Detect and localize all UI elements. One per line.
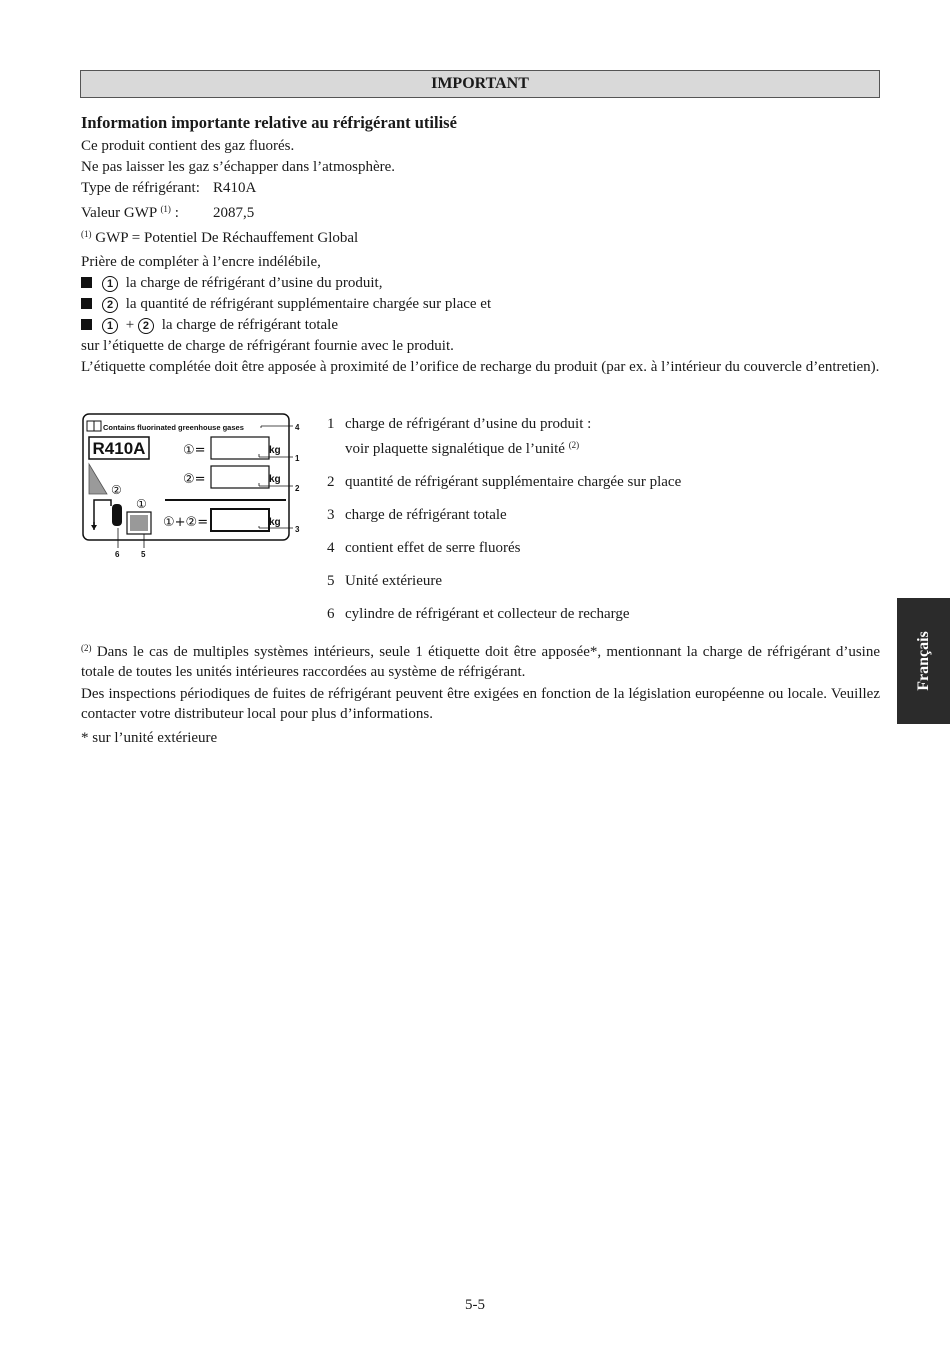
language-tab-label: Français xyxy=(914,631,932,691)
circled-number: 1 xyxy=(102,318,118,334)
callout-6: 6 xyxy=(115,550,120,559)
legend-number: 1 xyxy=(327,416,335,432)
page-number: 5-5 xyxy=(465,1297,485,1313)
row2-field xyxy=(211,466,269,488)
important-banner: IMPORTANT xyxy=(80,70,880,98)
inspection-note: Des inspections périodiques de fuites de réfrigérant peuvent être exigées en fonction de la législation européenne ou locale. Veuillez contacter votre distributeur local pour plus d’informations. xyxy=(81,686,880,722)
legend-subtext-row xyxy=(345,435,747,460)
refrigerant-type-row xyxy=(81,178,880,199)
legend-number: 3 xyxy=(327,507,335,523)
bullet-text: la quantité de réfrigérant supplémentaire chargée sur place et xyxy=(125,296,492,312)
legend-number: 2 xyxy=(327,474,335,490)
label-header: Contains fluorinated greenhouse gases xyxy=(103,423,244,432)
gwp-definition xyxy=(81,224,880,249)
legend-item xyxy=(327,414,747,460)
gwp-row xyxy=(81,199,880,224)
legend-number: 4 xyxy=(327,540,335,556)
legend-text: quantité de réfrigérant supplémentaire chargée sur place xyxy=(345,474,682,490)
square-bullet-icon xyxy=(81,277,92,288)
gwp-value: 2087,5 xyxy=(213,205,255,221)
footnote-2-ref: (2) xyxy=(81,643,92,653)
callout-3: 3 xyxy=(295,525,300,534)
callout-5: 5 xyxy=(141,550,146,559)
circled-number: 2 xyxy=(138,318,154,334)
legend-text: Unité extérieure xyxy=(345,573,443,589)
refrigerant-label-figure xyxy=(81,410,306,565)
bullet-text: la charge de réfrigérant totale xyxy=(161,317,339,333)
callout-4: 4 xyxy=(295,423,300,432)
book-icon xyxy=(87,421,101,431)
square-bullet-icon xyxy=(81,319,92,330)
bullet-item xyxy=(81,294,880,315)
cylinder-number: ② xyxy=(111,483,122,497)
legend-number: 6 xyxy=(327,606,335,622)
language-tab xyxy=(897,598,950,724)
callout-2: 2 xyxy=(295,484,300,493)
row1-field xyxy=(211,437,269,459)
legend-footnote-ref: (2) xyxy=(568,440,580,450)
legend-item xyxy=(327,604,747,625)
request-line: Prière de compléter à l’encre indélébile, xyxy=(81,254,321,270)
gwp-label-group xyxy=(81,199,213,224)
legend-number: 5 xyxy=(327,573,335,589)
refrigerant-name: R410A xyxy=(92,439,146,458)
asterisk-note: * sur l’unité extérieure xyxy=(81,730,218,746)
gwp-label: Valeur GWP xyxy=(81,205,157,221)
legend-item xyxy=(327,505,747,526)
footnotes xyxy=(81,638,880,749)
row1-symbol: ①= xyxy=(183,443,206,458)
square-bullet-icon xyxy=(81,298,92,309)
type-value: R410A xyxy=(213,180,257,196)
footnote-2 xyxy=(81,638,880,682)
legend-subtext: voir plaquette signalétique de l’unité xyxy=(345,441,565,457)
circled-number: 2 xyxy=(102,297,118,313)
outdoor-unit-icon xyxy=(127,512,151,534)
bullet-item xyxy=(81,273,880,294)
legend-item xyxy=(327,571,747,592)
text-line: Ce produit contient des gaz fluorés. xyxy=(81,138,295,154)
gwp-colon: : xyxy=(174,205,179,221)
legend-item xyxy=(327,538,747,559)
text-line: sur l’étiquette de charge de réfrigérant fournie avec le produit. xyxy=(81,338,454,354)
row3-symbol: ①+②= xyxy=(163,515,209,530)
row3-unit: kg xyxy=(269,517,281,528)
text-line: Ne pas laisser les gaz s’échapper dans l’atmosphère. xyxy=(81,159,396,175)
legend-text: cylindre de réfrigérant et collecteur de recharge xyxy=(345,606,630,622)
section-heading: Information importante relative au réfrigérant utilisé xyxy=(81,113,457,132)
outdoor-unit-number: ① xyxy=(136,497,147,511)
circled-number: 1 xyxy=(102,276,118,292)
bullet-text: la charge de réfrigérant d’usine du produit, xyxy=(125,275,383,291)
callout-1: 1 xyxy=(295,454,300,463)
figure-legend xyxy=(327,414,747,637)
label-drawing xyxy=(81,410,306,565)
type-label: Type de réfrigérant: xyxy=(81,180,200,196)
plus-sign: + xyxy=(125,317,135,333)
legend-item xyxy=(327,472,747,493)
gwp-footnote-ref: (1) xyxy=(160,204,171,214)
footnote-2-text: Dans le cas de multiples systèmes intérieurs, seule 1 étiquette doit être apposée*, mentionnant la charge de réfrigérant d’usine totale de toutes les unités intérieures raccordées au système de réfrigérant. xyxy=(81,644,881,680)
legend-text: contient effet de serre fluorés xyxy=(345,540,521,556)
bullet-item xyxy=(81,315,880,336)
gwp-def-ref: (1) xyxy=(81,229,92,239)
placement-paragraph: L’étiquette complétée doit être apposée à proximité de l’orifice de recharge du produit (par ex. à l’intérieur du couvercle d’entretien). xyxy=(81,359,880,375)
row2-unit: kg xyxy=(269,474,281,485)
gwp-def-text: GWP = Potentiel De Réchauffement Global xyxy=(95,230,359,246)
row1-unit: kg xyxy=(269,445,281,456)
main-content xyxy=(81,112,880,377)
legend-text: charge de réfrigérant totale xyxy=(345,507,507,523)
row2-symbol: ②= xyxy=(183,472,206,487)
legend-text: charge de réfrigérant d’usine du produit : xyxy=(345,416,592,432)
